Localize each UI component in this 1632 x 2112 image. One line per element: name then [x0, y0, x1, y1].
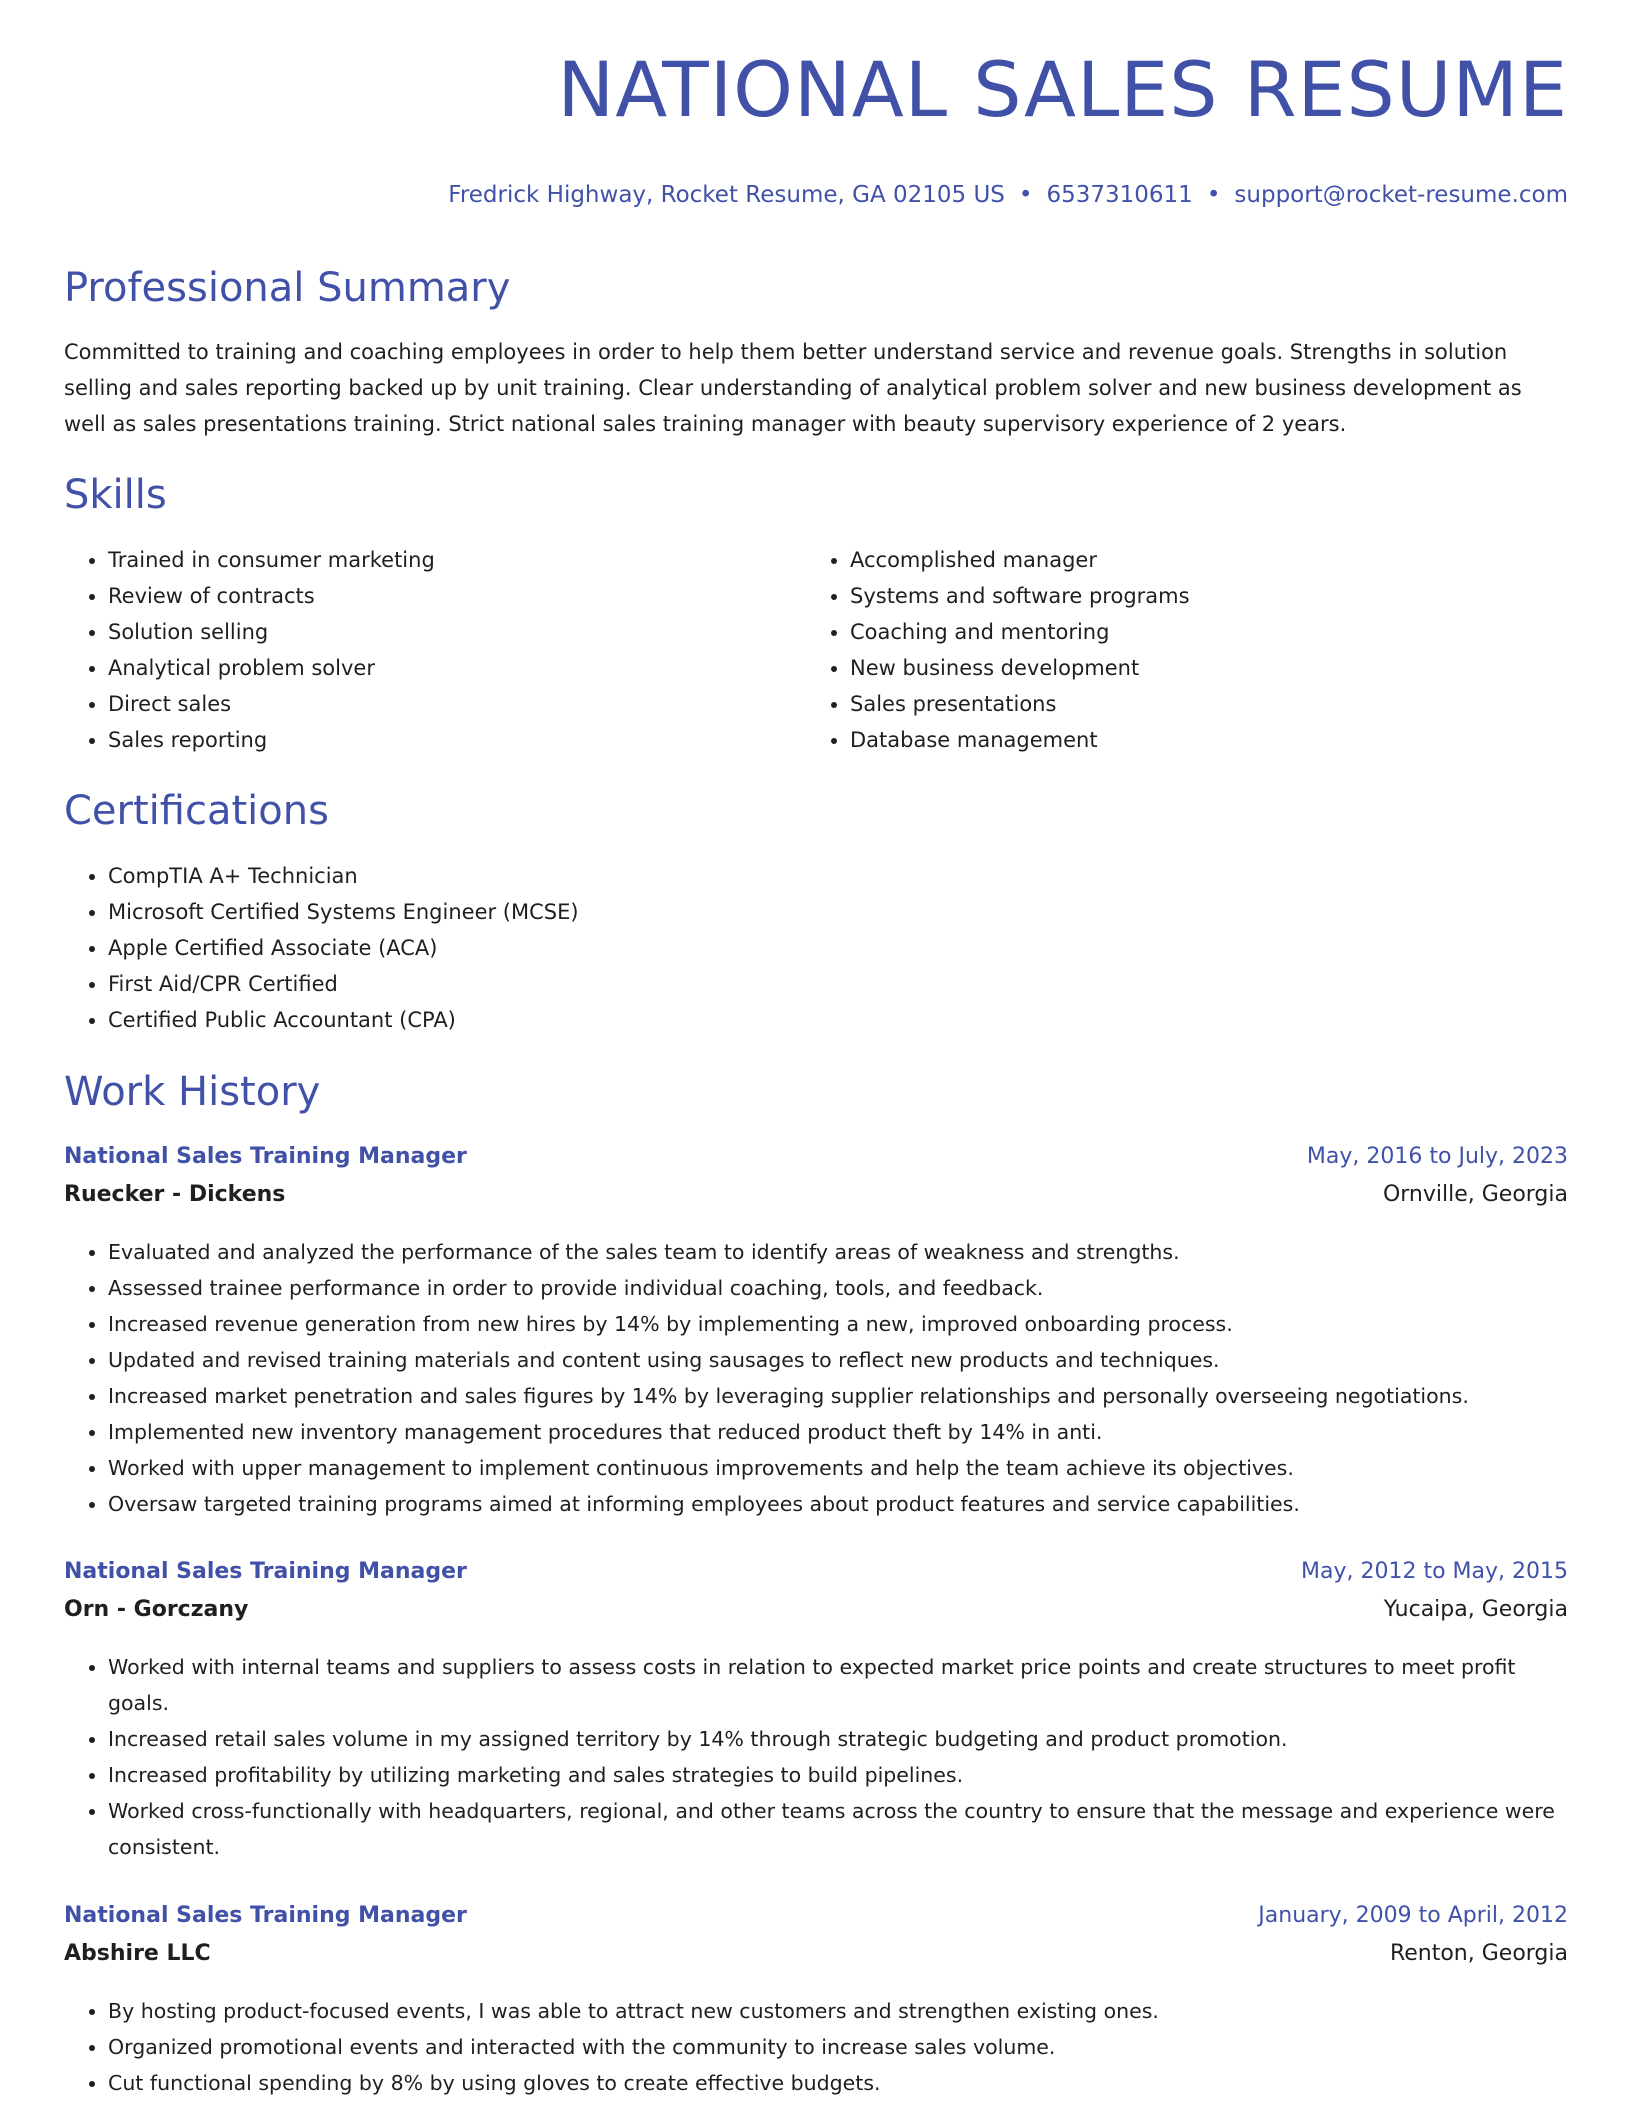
contact-email: support@rocket-resume.com [1234, 182, 1568, 208]
contact-separator: • [1018, 182, 1033, 208]
job-bullets [64, 1649, 1568, 1865]
list-item: • Certified Public Accountant (CPA) [108, 1002, 964, 1038]
list-item: • CompTIA A+ Technician [108, 858, 964, 894]
summary-text: Committed to training and coaching employees in order to help them better understand service and revenue goals. Strengths in solution selling and sales reporting backed up by unit training. Clear understanding of analytical problem solver and new business development as well as sales presentations training. Strict national sales training manager with beauty supervisory experience of 2 years. [64, 340, 1522, 436]
job-company: Abshire LLC [64, 1941, 211, 1966]
list-item: • Worked with internal teams and suppliers to assess costs in relation to expected market price points and create structures to meet profit goals. [108, 1649, 1568, 1721]
certifications-heading: Certifications [64, 788, 329, 834]
summary-heading: Professional Summary [64, 265, 511, 311]
list-item: • Analytical problem solver [108, 650, 804, 686]
list-item: • Implemented new inventory management procedures that reduced product theft by 14% in anti. [108, 1414, 1568, 1450]
work-history-heading: Work History [64, 1069, 321, 1115]
list-item: • Apple Certified Associate (ACA) [108, 930, 964, 966]
list-item: • By hosting product-focused events, I was able to attract new customers and strengthen existing ones. [108, 1993, 1568, 2029]
list-item: • Database management [850, 722, 1546, 758]
list-item: • Increased market penetration and sales figures by 14% by leveraging supplier relationships and personally overseeing negotiations. [108, 1378, 1568, 1414]
job-company: Orn - Gorczany [64, 1597, 249, 1622]
list-item: • Worked with upper management to implement continuous improvements and help the team achieve its objectives. [108, 1450, 1568, 1486]
list-item: • Microsoft Certified Systems Engineer (MCSE) [108, 894, 964, 930]
skills-column-right [806, 542, 1546, 758]
job-header-row [64, 1559, 1568, 1597]
list-item: • Increased profitability by utilizing marketing and sales strategies to build pipelines. [108, 1757, 1568, 1793]
job-header-row [64, 1144, 1568, 1182]
contact-phone: 6537310611 [1046, 182, 1193, 208]
job-entry [64, 1559, 1568, 1865]
certifications-bullets [64, 858, 964, 1038]
job-title: National Sales Training Manager [64, 1144, 467, 1169]
job-title: National Sales Training Manager [64, 1903, 467, 1928]
skills-heading: Skills [64, 472, 167, 518]
job-dates: January, 2009 to April, 2012 [1258, 1903, 1568, 1928]
job-entry [64, 1903, 1568, 2101]
list-item: • First Aid/CPR Certified [108, 966, 964, 1002]
job-header-row [64, 1903, 1568, 1941]
list-item: • Organized promotional events and interacted with the community to increase sales volume. [108, 2029, 1568, 2065]
skills-list-right [806, 542, 1546, 758]
job-dates: May, 2012 to May, 2015 [1301, 1559, 1568, 1584]
list-item: • Sales reporting [108, 722, 804, 758]
list-item: • Review of contracts [108, 578, 804, 614]
contact-line [448, 182, 1568, 208]
list-item: • Accomplished manager [850, 542, 1546, 578]
certifications-list [64, 858, 964, 1038]
job-title: National Sales Training Manager [64, 1559, 467, 1584]
list-item: • New business development [850, 650, 1546, 686]
list-item: • Evaluated and analyzed the performance of the sales team to identify areas of weakness and strengths. [108, 1234, 1568, 1270]
list-item: • Increased retail sales volume in my assigned territory by 14% through strategic budgeting and product promotion. [108, 1721, 1568, 1757]
list-item: • Updated and revised training materials and content using sausages to reflect new products and techniques. [108, 1342, 1568, 1378]
skills-list-left [64, 542, 804, 758]
list-item: • Assessed trainee performance in order to provide individual coaching, tools, and feedback. [108, 1270, 1568, 1306]
list-item: • Worked cross-functionally with headquarters, regional, and other teams across the country to ensure that the message and experience were consistent. [108, 1793, 1568, 1865]
job-location: Renton, Georgia [1389, 1941, 1568, 1966]
list-item: • Sales presentations [850, 686, 1546, 722]
job-bullets [64, 1993, 1568, 2101]
job-dates: May, 2016 to July, 2023 [1306, 1144, 1568, 1169]
contact-separator: • [1206, 182, 1221, 208]
list-item: • Increased revenue generation from new hires by 14% by implementing a new, improved onboarding process. [108, 1306, 1568, 1342]
job-entry [64, 1144, 1568, 1522]
list-item: • Oversaw targeted training programs aimed at informing employees about product features and service capabilities. [108, 1486, 1568, 1522]
skills-column-left [64, 542, 804, 758]
job-location: Yucaipa, Georgia [1383, 1597, 1568, 1622]
list-item: • Solution selling [108, 614, 804, 650]
job-location: Ornville, Georgia [1382, 1182, 1568, 1207]
list-item: • Trained in consumer marketing [108, 542, 804, 578]
list-item: • Systems and software programs [850, 578, 1546, 614]
list-item: • Coaching and mentoring [850, 614, 1546, 650]
resume-title: NATIONAL SALES RESUME [557, 45, 1568, 134]
job-company: Ruecker - Dickens [64, 1182, 286, 1207]
list-item: • Direct sales [108, 686, 804, 722]
job-company-row [64, 1597, 1568, 1635]
job-company-row [64, 1182, 1568, 1220]
contact-address: Fredrick Highway, Rocket Resume, GA 02105 US [448, 182, 1005, 208]
list-item: • Cut functional spending by 8% by using gloves to create effective budgets. [108, 2065, 1568, 2101]
job-company-row [64, 1941, 1568, 1979]
job-bullets [64, 1234, 1568, 1522]
